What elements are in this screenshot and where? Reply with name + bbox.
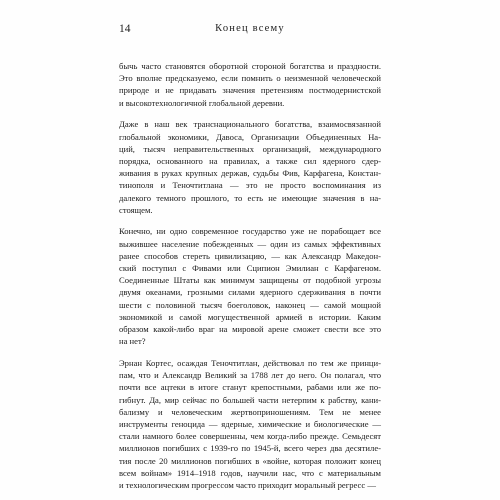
page-header [0, 21, 500, 37]
running-head: Конец всему [215, 23, 285, 34]
text-line: бычь часто становятся оборотной стороной богатства и праздности. [119, 61, 381, 71]
text-line: и технологическим прогрессом часто приходит моральный регресс — [119, 480, 376, 490]
paragraph [119, 118, 381, 216]
text-line: двумя океанами, грозными силами ядерного сдерживания в почти [119, 287, 381, 298]
text-line: почти все ацтеки в итоге станут крепостными, рабами или же по- [119, 382, 381, 393]
text-line: пам, что и Александр Великий за 1788 лет до него. Он полагал, что [119, 370, 381, 381]
text-line: и высокотехнологичной глобальной деревни. [119, 97, 285, 108]
text-line: всем войнам» 1914–1918 годов, научили нас, что с материальным [119, 467, 381, 478]
text-line: тия после 20 миллионов погибших в «войне, которая положит конец [119, 455, 381, 466]
text-line: стоящем. [119, 204, 153, 215]
paragraph [119, 225, 381, 347]
text-line: на нет? [119, 336, 146, 347]
text-line: Соединенные Штаты как минимум защищены от подобной угрозы [119, 275, 381, 286]
text-line: Даже в наш век транснационального богатства, взаимосвязанной [119, 119, 381, 130]
text-line: бализму и человеческим жертвоприношениям. Тем не менее [119, 406, 381, 417]
text-line: живания в руках крупных держав, судьбы Фив, Карфагена, Констан- [119, 168, 381, 179]
paragraph [119, 60, 381, 109]
text-line: экономикой и самой могущественной армией в истории. Каким [119, 311, 381, 322]
text-line: образом какой-либо враг на мировой арене сможет свести все это [119, 324, 381, 335]
body-text [119, 60, 381, 500]
text-line: ранее способов стереть цивилизацию, — как Александр Македон- [119, 250, 381, 261]
text-line: Конечно, ни одно современное государство уже не порабощает все [119, 226, 381, 237]
page-number: 14 [119, 23, 131, 35]
text-line: инструменты геноцида — ядерные, химические и биологические — [119, 418, 381, 429]
text-line: Это вполне предсказуемо, если помнить о неизменной человеческой [119, 73, 381, 84]
text-line: шести с половиной тысяч боеголовок, наконец — самой мощной [119, 299, 381, 310]
text-line: стали намного более совершенны, чем когда-либо прежде. Семьдесят [119, 431, 381, 442]
text-line: миллионов погибших с 1939-го по 1945-й, всего через два десятиле- [119, 443, 381, 454]
text-line: ций, тысяч неправительственных организаций, международного [119, 143, 381, 154]
text-line: далекого темного прошлого, то есть не имеющие значения в на- [119, 192, 381, 203]
text-line: глобальной экономики, Давоса, Организации Объединенных На- [119, 131, 381, 142]
text-line: ский поступил с Фивами или Сципион Эмилиан с Карфагеном. [119, 263, 381, 274]
text-line: Эрнан Кортес, осаждая Теночтитлан, действовал по тем же принци- [119, 357, 381, 368]
text-line: гибнут. Да, мир сейчас по большей части нетерпим к рабству, кани- [119, 394, 381, 405]
paragraph [119, 357, 381, 491]
text-line: порядка, основанного на правилах, а также сил ядерного сдер- [119, 155, 381, 166]
text-line: тинополя и Теночтитлана — это не просто воспоминания из [119, 180, 381, 191]
text-line: выжившее население побежденных — один из самых эффективных [119, 238, 381, 249]
text-line: природе и не придавать значения претензиям постмодернистской [119, 85, 381, 96]
